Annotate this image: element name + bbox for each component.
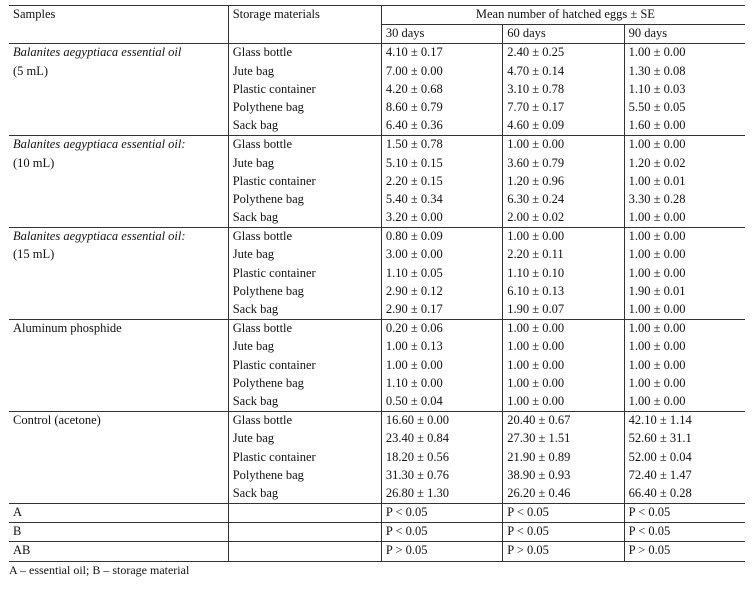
hatched-eggs-value: 27.30 ± 1.51	[503, 430, 624, 448]
hatched-eggs-value: 1.10 ± 0.03	[624, 81, 745, 99]
hatched-eggs-value: 4.60 ± 0.09	[503, 117, 624, 136]
hatched-eggs-value: 1.20 ± 0.02	[624, 155, 745, 173]
sample-cell-blank	[9, 81, 228, 99]
header-day: 90 days	[624, 25, 745, 44]
p-value: P > 0.05	[381, 542, 502, 561]
stats-blank	[228, 504, 381, 523]
hatched-eggs-value: 2.90 ± 0.17	[381, 301, 502, 320]
storage-material: Glass bottle	[228, 320, 381, 339]
header-blank	[9, 25, 228, 44]
p-value: P > 0.05	[503, 542, 624, 561]
table-row	[9, 99, 745, 117]
p-value: P < 0.05	[624, 504, 745, 523]
sample-cell-blank	[9, 467, 228, 485]
storage-material: Plastic container	[232, 357, 316, 372]
hatched-eggs-value: 1.00 ± 0.00	[503, 320, 624, 339]
storage-material: Glass bottle	[228, 228, 381, 247]
hatched-eggs-value: 1.00 ± 0.01	[624, 173, 745, 191]
hatched-eggs-value: 1.50 ± 0.78	[381, 136, 502, 155]
p-value: P < 0.05	[381, 523, 502, 542]
header-day: 60 days	[503, 25, 624, 44]
stats-blank	[228, 542, 381, 561]
hatched-eggs-value: 4.10 ± 0.17	[381, 44, 502, 63]
storage-material: Jute bag	[232, 247, 275, 262]
table-row	[9, 485, 745, 504]
hatched-eggs-value: 23.40 ± 0.84	[381, 430, 502, 448]
header-blank	[228, 25, 381, 44]
sample-name-line2: (15 mL)	[9, 246, 228, 264]
sample-name-line1: Balanites aegyptiaca essential oil:	[9, 228, 228, 247]
hatched-eggs-value: 0.80 ± 0.09	[381, 228, 502, 247]
hatched-eggs-value: 7.00 ± 0.00	[381, 63, 502, 81]
hatched-eggs-value: 18.20 ± 0.56	[381, 449, 502, 467]
hatched-eggs-value: 5.10 ± 0.15	[381, 155, 502, 173]
hatched-eggs-value: 1.00 ± 0.00	[624, 338, 745, 356]
hatched-eggs-value: 1.00 ± 0.00	[503, 375, 624, 393]
hatched-eggs-value: 3.60 ± 0.79	[503, 155, 624, 173]
stats-label: A	[9, 504, 228, 523]
table-row	[9, 393, 745, 412]
p-value: P > 0.05	[624, 542, 745, 561]
hatched-eggs-value: 2.20 ± 0.15	[381, 173, 502, 191]
hatched-eggs-value: 1.00 ± 0.00	[503, 357, 624, 375]
hatched-eggs-value: 1.00 ± 0.00	[624, 44, 745, 63]
hatched-eggs-value: 1.90 ± 0.07	[503, 301, 624, 320]
hatched-eggs-value: 5.50 ± 0.05	[624, 99, 745, 117]
hatched-eggs-value: 1.00 ± 0.00	[624, 209, 745, 228]
sample-name-line2: (5 mL)	[9, 63, 228, 81]
hatched-eggs-value: 0.50 ± 0.04	[381, 393, 502, 412]
sample-cell-blank	[9, 375, 228, 393]
hatched-eggs-value: 1.00 ± 0.00	[624, 393, 745, 412]
hatched-eggs-value: 2.20 ± 0.11	[503, 246, 624, 264]
table-row	[9, 449, 745, 467]
sample-cell-blank	[9, 173, 228, 191]
storage-material: Sack bag	[232, 118, 279, 133]
storage-material: Polythene bag	[232, 99, 304, 114]
hatched-eggs-value: 1.00 ± 0.00	[624, 246, 745, 264]
hatched-eggs-value: 2.40 ± 0.25	[503, 44, 624, 63]
sample-name-line1: Aluminum phosphide	[9, 320, 228, 339]
storage-material: Sack bag	[232, 210, 279, 225]
hatched-eggs-value: 1.00 ± 0.00	[624, 320, 745, 339]
table-row	[9, 338, 745, 356]
hatched-eggs-value: 1.00 ± 0.00	[624, 357, 745, 375]
table-body	[9, 6, 745, 562]
sample-cell-blank	[9, 338, 228, 356]
hatched-eggs-value: 1.00 ± 0.00	[624, 228, 745, 247]
hatched-eggs-value: 1.00 ± 0.00	[381, 357, 502, 375]
table-row	[9, 246, 745, 264]
table-row	[9, 467, 745, 485]
hatched-eggs-value: 26.20 ± 0.46	[503, 485, 624, 504]
table-row	[9, 265, 745, 283]
table-row	[9, 320, 745, 339]
hatched-eggs-value: 26.80 ± 1.30	[381, 485, 502, 504]
p-value: P < 0.05	[503, 523, 624, 542]
sample-cell-blank	[9, 430, 228, 448]
storage-material: Polythene bag	[232, 375, 304, 390]
hatched-eggs-value: 7.70 ± 0.17	[503, 99, 624, 117]
table-row	[9, 283, 745, 301]
hatched-eggs-value: 1.00 ± 0.13	[381, 338, 502, 356]
table-row	[9, 209, 745, 228]
hatched-eggs-value: 1.60 ± 0.00	[624, 117, 745, 136]
sample-cell-blank	[9, 99, 228, 117]
hatched-eggs-value: 8.60 ± 0.79	[381, 99, 502, 117]
storage-material: Sack bag	[232, 393, 279, 408]
hatched-eggs-value: 16.60 ± 0.00	[381, 412, 502, 431]
sample-cell-blank	[9, 357, 228, 375]
sample-name-line1: Control (acetone)	[9, 412, 228, 431]
storage-material: Polythene bag	[232, 467, 304, 482]
sample-cell-blank	[9, 209, 228, 228]
hatched-eggs-value: 2.00 ± 0.02	[503, 209, 624, 228]
sample-cell-blank	[9, 393, 228, 412]
hatched-eggs-value: 3.10 ± 0.78	[503, 81, 624, 99]
sample-cell-blank	[9, 301, 228, 320]
sample-name-line1: Balanites aegyptiaca essential oil:	[9, 136, 228, 155]
storage-material: Jute bag	[232, 431, 275, 446]
hatched-eggs-value: 1.10 ± 0.05	[381, 265, 502, 283]
hatched-eggs-value: 1.00 ± 0.00	[503, 393, 624, 412]
table-row	[9, 81, 745, 99]
table-row	[9, 301, 745, 320]
hatched-eggs-value: 1.00 ± 0.00	[624, 301, 745, 320]
storage-material: Glass bottle	[228, 412, 381, 431]
hatched-eggs-value: 52.00 ± 0.04	[624, 449, 745, 467]
hatched-eggs-value: 4.70 ± 0.14	[503, 63, 624, 81]
storage-material: Glass bottle	[228, 44, 381, 63]
table-row	[9, 412, 745, 431]
storage-material: Polythene bag	[232, 283, 304, 298]
hatched-eggs-value: 3.30 ± 0.28	[624, 191, 745, 209]
hatched-eggs-value: 1.10 ± 0.10	[503, 265, 624, 283]
header-storage-materials: Storage materials	[228, 6, 381, 25]
header-samples: Samples	[9, 6, 228, 25]
sample-cell-blank	[9, 117, 228, 136]
table-row	[9, 44, 745, 63]
storage-material: Plastic container	[232, 173, 316, 188]
storage-material: Plastic container	[232, 81, 316, 96]
header-days-row	[9, 25, 745, 44]
hatched-eggs-value: 4.20 ± 0.68	[381, 81, 502, 99]
hatched-eggs-value: 6.30 ± 0.24	[503, 191, 624, 209]
hatched-eggs-value: 38.90 ± 0.93	[503, 467, 624, 485]
hatched-eggs-value: 20.40 ± 0.67	[503, 412, 624, 431]
table-row	[9, 191, 745, 209]
table-row	[9, 136, 745, 155]
stats-label: B	[9, 523, 228, 542]
table-row	[9, 375, 745, 393]
hatched-eggs-value: 1.00 ± 0.00	[624, 375, 745, 393]
header-mean-hatched-eggs: Mean number of hatched eggs ± SE	[381, 6, 745, 25]
hatched-eggs-value: 1.90 ± 0.01	[624, 283, 745, 301]
hatched-eggs-value: 21.90 ± 0.89	[503, 449, 624, 467]
hatched-eggs-value: 0.20 ± 0.06	[381, 320, 502, 339]
sample-cell-blank	[9, 449, 228, 467]
stats-label: AB	[9, 542, 228, 561]
hatched-eggs-value: 1.00 ± 0.00	[503, 338, 624, 356]
stats-row	[9, 523, 745, 542]
hatched-eggs-value: 42.10 ± 1.14	[624, 412, 745, 431]
sample-cell-blank	[9, 283, 228, 301]
sample-cell-blank	[9, 485, 228, 504]
hatched-eggs-value: 1.00 ± 0.00	[624, 265, 745, 283]
storage-material: Sack bag	[232, 485, 279, 500]
hatched-eggs-value: 1.20 ± 0.96	[503, 173, 624, 191]
hatched-eggs-value: 1.00 ± 0.00	[624, 136, 745, 155]
table-footnote: A – essential oil; B – storage material	[9, 563, 190, 577]
table-row	[9, 63, 745, 81]
storage-material: Jute bag	[232, 339, 275, 354]
hatched-eggs-value: 1.10 ± 0.00	[381, 375, 502, 393]
stats-row	[9, 542, 745, 561]
sample-name-line1: Balanites aegyptiaca essential oil	[9, 44, 228, 63]
sample-cell-blank	[9, 191, 228, 209]
p-value: P < 0.05	[624, 523, 745, 542]
table-row	[9, 117, 745, 136]
stats-row	[9, 504, 745, 523]
table-row	[9, 228, 745, 247]
hatched-eggs-value: 3.20 ± 0.00	[381, 209, 502, 228]
header-row	[9, 6, 745, 25]
hatched-eggs-value: 2.90 ± 0.12	[381, 283, 502, 301]
storage-material: Plastic container	[232, 265, 316, 280]
table-row	[9, 430, 745, 448]
hatched-eggs-value: 5.40 ± 0.34	[381, 191, 502, 209]
storage-material: Polythene bag	[232, 191, 304, 206]
table-row	[9, 155, 745, 173]
table-row	[9, 173, 745, 191]
hatched-eggs-value: 1.00 ± 0.00	[503, 136, 624, 155]
stats-blank	[228, 523, 381, 542]
hatched-eggs-value: 6.10 ± 0.13	[503, 283, 624, 301]
hatched-eggs-value: 72.40 ± 1.47	[624, 467, 745, 485]
sample-name-line2: (10 mL)	[9, 155, 228, 173]
hatched-eggs-value: 31.30 ± 0.76	[381, 467, 502, 485]
p-value: P < 0.05	[503, 504, 624, 523]
sample-cell-blank	[9, 265, 228, 283]
hatched-eggs-table	[9, 5, 745, 562]
hatched-eggs-value: 1.00 ± 0.00	[503, 228, 624, 247]
storage-material: Jute bag	[232, 155, 275, 170]
hatched-eggs-value: 52.60 ± 31.1	[624, 430, 745, 448]
table-row	[9, 357, 745, 375]
storage-material: Glass bottle	[228, 136, 381, 155]
hatched-eggs-value: 66.40 ± 0.28	[624, 485, 745, 504]
storage-material: Sack bag	[232, 302, 279, 316]
hatched-eggs-value: 3.00 ± 0.00	[381, 246, 502, 264]
storage-material: Plastic container	[232, 449, 316, 464]
header-day: 30 days	[381, 25, 502, 44]
p-value: P < 0.05	[381, 504, 502, 523]
hatched-eggs-value: 6.40 ± 0.36	[381, 117, 502, 136]
storage-material: Jute bag	[232, 63, 275, 78]
hatched-eggs-value: 1.30 ± 0.08	[624, 63, 745, 81]
